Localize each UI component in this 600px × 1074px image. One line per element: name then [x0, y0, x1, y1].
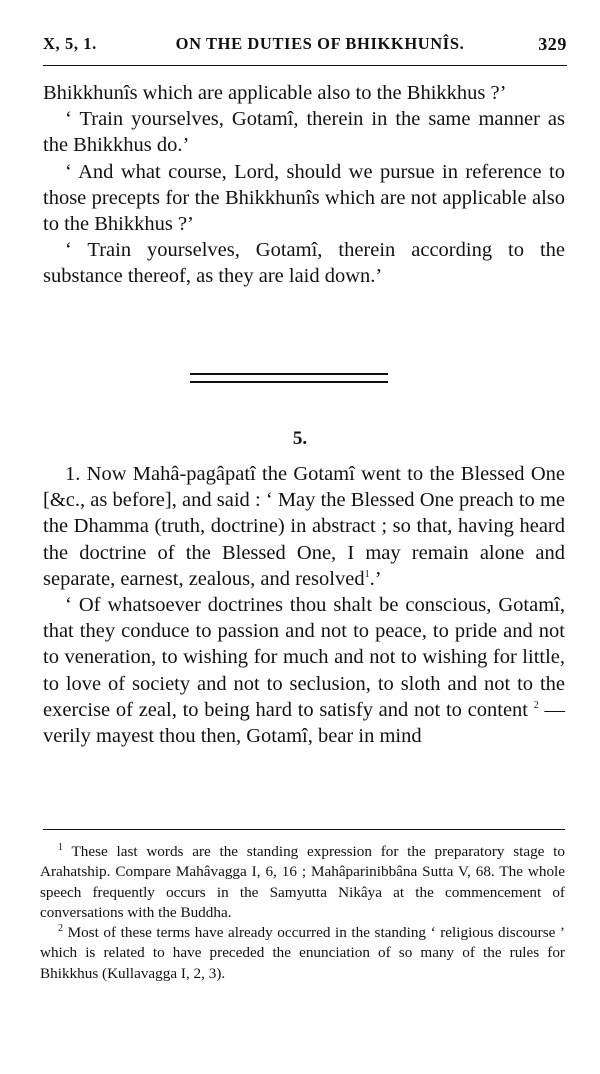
- section-number: 5.: [292, 428, 308, 449]
- header-rule: [43, 65, 567, 66]
- paragraph-reply-end: —verily mayest thou then, Gotamî, bear in mind: [43, 698, 565, 748]
- footnotes: [40, 842, 565, 984]
- paragraph-request: [43, 461, 565, 592]
- paragraph-reply: [43, 592, 565, 749]
- section-body: [43, 461, 565, 749]
- footnote-marker-2: 2: [58, 923, 63, 935]
- paragraph-answer-2: ‘ Train yourselves, Gotamî, therein according to the substance thereof, as they are laid down.’: [43, 239, 565, 288]
- footnote-ref-1: 1: [364, 568, 370, 580]
- paragraph-answer-1: ‘ Train yourselves, Gotamî, therein in the same manner as the Bhikkhus do.’: [43, 108, 565, 157]
- continued-text: [43, 80, 565, 290]
- section-divider: [190, 373, 388, 383]
- paragraph-reply-text: ‘ Of whatsoever doctrines thou shalt be conscious, Gotamî, that they conduce to passion and not to peace, to pride and not to veneration, to wishing for much and not to wishing for little, to love of society and not to seclusion, to sloth and not to the exercise of zeal, to being hard to satisfy and not to content: [43, 594, 565, 721]
- running-head: [43, 34, 567, 60]
- paragraph-question: ‘ And what course, Lord, should we pursue in reference to those precepts for the Bhikkhunîs which are not applicable also to the Bhikkhus ?’: [43, 160, 565, 236]
- footnote-marker-1: 1: [58, 841, 63, 853]
- footnote-2: [40, 923, 565, 984]
- footnote-text-1: These last words are the standing expression for the preparatory stage to Arahatship. Compare Mahâvagga I, 6, 16 ; Mahâparinibbâna Sutta V, 68. The whole speech frequently occurs in the Samyutta Nikâya at the commencement of conversations with the Buddha.: [40, 843, 565, 921]
- footnote-rule: [43, 829, 565, 830]
- paragraph-continued: Bhikkhunîs which are applicable also to the Bhikkhus ?’: [43, 82, 507, 104]
- section-reference: X, 5, 1.: [43, 34, 97, 53]
- paragraph-request-text: 1. Now Mahâ-pagâpatî the Gotamî went to the Blessed One [&c., as before], and said : ‘ May the Blessed One preach to me the Dhamma (truth, doctrine) in abstract ; so that, having heard the doctrine of the Blessed One, I may remain alone and separate, earnest, zealous, and resolved: [43, 463, 565, 590]
- running-title: ON THE DUTIES OF BHIKKHUNÎS.: [175, 34, 465, 53]
- footnote-text-2: Most of these terms have already occurred in the standing ‘ religious discourse ’ which is related to have preceded the enunciation of so many of the rules for Bhikkhus (Kullavagga I, 2, 3).: [40, 924, 565, 982]
- paragraph-request-end: .’: [369, 567, 382, 590]
- footnote-ref-2: 2: [533, 700, 539, 711]
- page-number: 329: [538, 34, 567, 54]
- footnote-1: [40, 842, 565, 923]
